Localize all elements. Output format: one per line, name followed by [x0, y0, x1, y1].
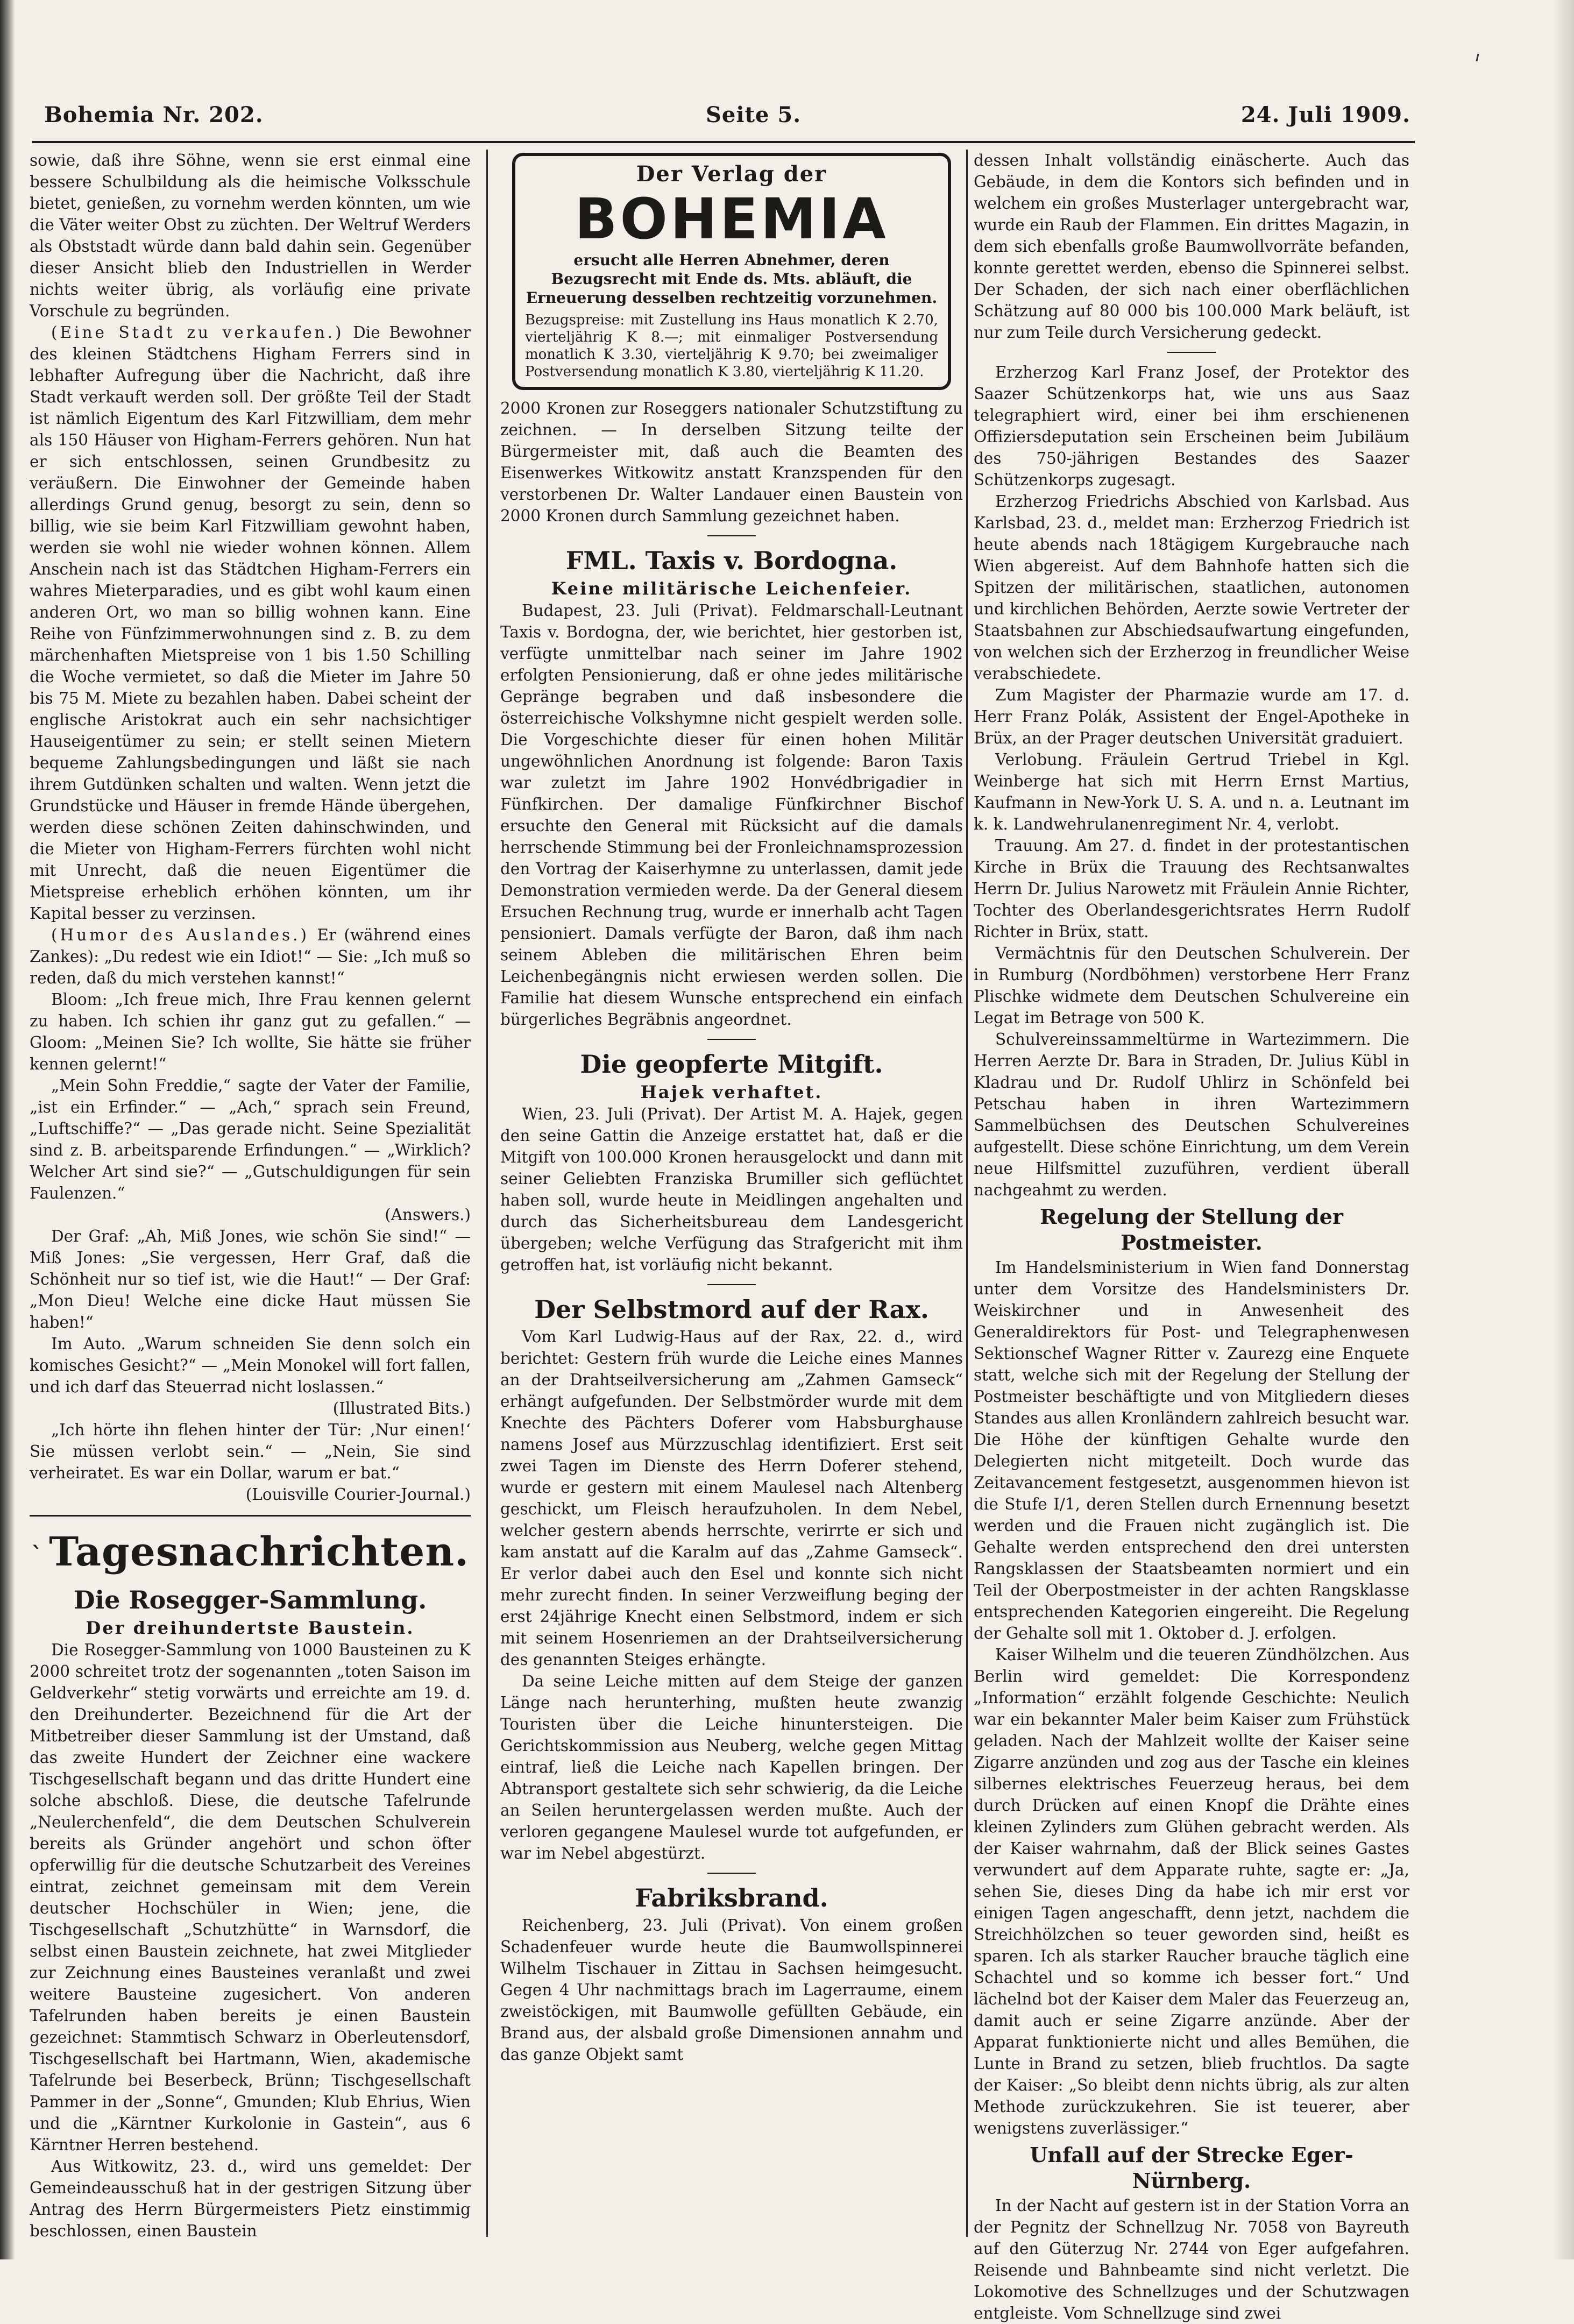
article-text: Wien, 23. Juli (Privat). Der Artist M. A. Hajek, gegen den seine Gattin die Anzeige erstattet hat, daß er die Mitgift von 100.000 Kronen herausgelockt und dann mit seiner Geliebten Franziska Brumiller sich geflüchtet haben soll, wurde heute in Meidlingen angehalten und durch das Sicherheitsbureau dem Landesgericht übergeben; welche Verfügung das Strafgericht mit ihm getroffen hat, ist vorläufig nicht bekannt.: [500, 1105, 963, 1274]
headline: Die Rosegger-Sammlung.: [73, 1585, 427, 1614]
article-title-inline: (Eine Stadt zu verkaufen.): [51, 323, 344, 342]
article-text: Der Graf: „Ah, Miß Jones, wie schön Sie sind!“ — Miß Jones: „Sie vergessen, Herr Graf, daß die Schönheit nur so tief ist, wie die Haut!“ — Der Graf: „Mon Dieu! Welche eine dicke Haut müssen Sie haben!“: [30, 1227, 471, 1331]
ad-intro: Der Verlag der: [636, 161, 827, 187]
subheadline: Keine militärische Leichenfeier.: [551, 578, 912, 599]
column-3: [974, 150, 1409, 2322]
article-title-inline: (Humor des Auslandes.): [51, 926, 310, 944]
headline: Unfall auf der Strecke Eger-Nürnberg.: [1030, 2143, 1353, 2193]
page-header: [44, 102, 1410, 137]
article-text: Reichenberg, 23. Juli (Privat). Von einem großen Schadenfeuer wurde heute die Baumwollspinnerei Wilhelm Tischauer in Zittau in Sachsen heimgesucht. Gegen 4 Uhr nachmittags brach im Lagerraume, einem zweistöckigen, mit Baumwolle gefüllten Gebäude, ein Brand aus, der alsbald große Dimensionen annahm und das ganze Objekt samt: [500, 1916, 963, 2064]
article-text: Verlobung. Fräulein Gertrud Triebel in Kgl. Weinberge hat sich mit Herrn Ernst Martius, Kaufmann in New-York U. S. A. und n. a. Leutnant im k. k. Landwehrulanenregiment Nr. 4, verlobt.: [974, 750, 1409, 833]
article-text: Bloom: „Ich freue mich, Ihre Frau kennen gelernt zu haben. Ich schien ihr ganz gut zu gefallen.“ — Gloom: „Meinen Sie? Ich wollte, Sie hätte sie früher kennen gelernt!“: [30, 990, 471, 1073]
headline: FML. Taxis v. Bordogna.: [565, 546, 898, 575]
header-date: 24. Juli 1909.: [1240, 102, 1410, 127]
article-text: Da seine Leiche mitten auf dem Steige der ganzen Länge nach herunterhing, mußten heute zwanzig Touristen über die Leiche hinuntersteigen. Die Gerichtskommission aus Neuberg, welche gegen Mittag eintraf, ließ die Leiche nach Kapellen bringen. Der Abtransport gestaltete sich sehr schwierig, da die Leiche an Seilen heruntergelassen werden mußte. Auch der verloren gegangene Maulesel wurde tot aufgefunden, er war im Nebel abgestürzt.: [500, 1672, 963, 1862]
binding-shadow: [0, 0, 15, 2259]
header-paper-issue: Bohemia Nr. 202.: [44, 102, 264, 127]
article-text: Die Rosegger-Sammlung von 1000 Bausteinen zu K 2000 schreitet trotz der sogenannten „toten Saison im Geldverkehr“ stetig vorwärts und erreichte am 19. d. den Dreihunderter. Bezeichnend für die Art der Mitbetreiber dieser Sammlung ist der Umstand, daß das zweite Hundert der Zeichner eine wackere Tischgesellschaft begann und das dritte Hundert eine solche abschloß. Diese, die deutsche Tafelrunde „Neulerchenfeld“, die dem Deutschen Schulverein bereits als Gründer angehört und schon öfter opferwillig für die deutsche Schutzarbeit des Vereines eintrat, zeichnet gemeinsam mit dem Verein deutscher Hochschüler in Wien; jene, die Tischgesellschaft „Schutzhütte“ in Warnsdorf, die selbst einen Baustein zeichnete, hat zwei Mitglieder zur Zeichnung eines Bausteines veranlaßt und zwei weitere Bausteine zugesichert. Von anderen Tafelrunden haben bereits je einen Baustein gezeichnet: Stammtisch Schwarz in Oberleutensdorf, Tischgesellschaft bei Hartmann, Wien, akademische Tafelrunde bei Beserbeck, Brünn; Tischgesellschaft Pammer in der „Sonne“, Gmunden; Klub Ehrius, Wien und die „Kärntner Kurkolonie in Gastein“, aus 6 Kärntner Herren bestehend.: [30, 1640, 471, 2154]
article-text: Trauung. Am 27. d. findet in der protestantischen Kirche in Brüx die Trauung des Rechtsanwaltes Herrn Dr. Julius Narowetz mit Fräulein Annie Richter, Tochter des Oberlandesgerichtsrates Herrn Rudolf Richter in Brüx, statt.: [974, 837, 1409, 941]
article-text: Vermächtnis für den Deutschen Schulverein. Der in Rumburg (Nordböhmen) verstorbene Herr Franz Plischke widmete dem Deutschen Schulvereine ein Legat im Betrage von 500 K.: [974, 944, 1409, 1027]
header-rule: [32, 141, 1415, 143]
article-text: sowie, daß ihre Söhne, wenn sie erst einmal eine bessere Schulbildung als die heimische Volksschule bietet, genießen, zu vornehm werden könnten, um wie die Väter weiter Obst zu züchten. Der Weltruf Werders als Obststadt würde dann bald dahin sein. Gegenüber dieser Ansicht blieb den Industriellen in Werder nichts weiter übrig, als vorläufig eine private Vorschule zu begründen.: [30, 151, 471, 320]
article-text: [30, 322, 471, 924]
headline: Die geopferte Mitgift.: [580, 1050, 883, 1079]
article-text: „Ich hörte ihn flehen hinter der Tür: ‚Nur einen!‘ Sie müssen verlobt sein.“ — „Nein, Sie sind verheiratet. Es war ein Dollar, warum er bat.“: [30, 1421, 471, 1482]
column-rule-1: [486, 150, 488, 2237]
article-text: Zum Magister der Pharmazie wurde am 17. d. Herr Franz Polák, Assistent der Engel-Apotheke in Brüx, an der Prager deutschen Universität graduiert.: [974, 686, 1409, 747]
headline: Fabriksbrand.: [635, 1883, 828, 1912]
article-text: [30, 924, 471, 989]
article-text: Im Auto. „Warum schneiden Sie denn solch ein komisches Gesicht?“ — „Mein Monokel will fort fallen, und ich darf das Steuerrad nicht loslassen.“: [30, 1335, 471, 1396]
article-text: Erzherzog Karl Franz Josef, der Protektor des Saazer Schützenkorps hat, wie uns aus Saaz telegraphiert wird, einer bei ihm erschienenen Offiziersdeputation sein Erscheinen beim Jubiläum des 750-jährigen Bestandes des Saazer Schützenkorps zugesagt.: [974, 363, 1409, 489]
article-text: „Mein Sohn Freddie,“ sagte der Vater der Familie, „ist ein Erfinder.“ — „Ach,“ sprach sein Freund, „Luftschiffe?“ — „Das gerade nicht. Seine Spezialität sind z. B. arbeitsparende Erfindungen.“ — „Wirklich? Welcher Art sind sie?“ — „Gutschuldigungen für sein Faulenzen.“: [30, 1076, 471, 1202]
headline: Der Selbstmord auf der Rax.: [534, 1295, 929, 1324]
subheadline: Hajek verhaftet.: [640, 1082, 823, 1102]
section-divider: [30, 1515, 471, 1517]
section-title: [30, 1526, 471, 1581]
article-divider: [707, 1873, 756, 1874]
article-body: Er (während eines Zankes): „Du redest wie ein Idiot!“ — Sie: „Ich muß so reden, daß du mich verstehen kannst!“: [30, 926, 471, 987]
article-divider: [707, 535, 756, 536]
article-text: Erzherzog Friedrichs Abschied von Karlsbad. Aus Karlsbad, 23. d., meldet man: Erzherzog Friedrich ist heute abends nach 18tägigem Kurgebrauche nach Wien abgereist. Auf dem Bahnhofe hatten sich die Spitzen der militärischen, staatlichen, autonomen und kirchlichen Behörden, Aerzte sowie Vertreter der Staatsbahnen zur Abschiedsaufwartung eingefunden, von welchen sich der Erzherzog in freundlicher Weise verabschiedete.: [974, 492, 1409, 683]
article-divider: [707, 1039, 756, 1040]
article-text: In der Nacht auf gestern ist in der Station Vorra an der Pegnitz der Schnellzug Nr. 7058 von Bayreuth auf den Güterzug Nr. 2744 von Eger aufgefahren. Reisende und Bahnbeamte sind nicht verletzt. Die Lokomotive des Schnellzuges und der Schutzwagen entgleiste. Vom Schnellzuge sind zwei: [974, 2197, 1409, 2322]
article-text: dessen Inhalt vollständig einäscherte. Auch das Gebäude, in dem die Kontors sich befinden und in welchem ein großes Musterlager untergebracht war, wurde ein Raub der Flammen. Ein drittes Magazin, in dem sich ebenfalls große Baumwollvorräte befanden, konnte gerettet werden, ebenso die Spinnerei selbst. Der Schaden, der sich nach einer oberflächlichen Schätzung auf 80 000 bis 100.000 Mark beläuft, ist nur zum Teile durch Versicherung gedeckt.: [974, 151, 1409, 342]
article-text: Budapest, 23. Juli (Privat). Feldmarschall-Leutnant Taxis v. Bordogna, der, wie berichtet, hier gestorben ist, verfügte unmittelbar nach seiner im Jahre 1902 erfolgten Pensionierung, daß er ohne jedes militärische Gepränge begraben und daß insbesondere die österreichische Volkshymne nicht gespielt werden solle. Die Vorgeschichte dieser für einen hohen Militär ungewöhnlichen Anordnung ist folgende: Baron Taxis war zuletzt im Jahre 1902 Honvédbrigadier in Fünfkirchen. Der damalige Fünfkirchner Bischof ersuchte den General mit Rücksicht auf die damals herrschende Stimmung bei der Fronleichnamsprozession den Vortrag der Kaiserhymne zu unterlassen, damit jede Demonstration vermieden werde. Da der General diesem Ersuchen Rechnung trug, wurde er innerhalb acht Tagen pensioniert. Damals verfügte der Baron, daß ihm nach seinem Ableben die militärischen Ehren beim Leichenbegängnis nicht erwiesen werden sollen. Die Familie hat diesem Wunsche entsprechend ein einfach bürgerliches Begräbnis angeordnet.: [500, 601, 963, 1029]
article-divider: [1167, 352, 1216, 353]
article-text: Schulvereinssammeltürme in Wartezimmern. Die Herren Aerzte Dr. Bara in Straden, Dr. Julius Kübl in Kladrau und Dr. Rudolf Uhlirz in Schönfeld bei Petschau haben in ihren Wartezimmern Sammelbüchsen des Deutschen Schulvereines aufgestellt. Diese schöne Einrichtung, um dem Verein neue Hilfsmittel zuzuführen, verdient überall nachgeahmt zu werden.: [974, 1030, 1409, 1199]
headline: Regelung der Stellung der Postmeister.: [1040, 1204, 1343, 1255]
decorative-mark: ˋ: [31, 1542, 43, 1568]
article-divider: [707, 1284, 756, 1285]
ad-prices: Bezugspreise: mit Zustellung ins Haus monatlich K 2.70, vierteljährig K 8.—; mit einmaliger Postversendung monatlich K 3.30, vierteljährig K 9.70; bei zweimaliger Postversendung monatlich K 3.80, vierteljährig K 11.20.: [525, 312, 938, 380]
publisher-advertisement: [512, 153, 951, 390]
source-credit: (Illustrated Bits.): [332, 1399, 471, 1418]
column-rule-2: [966, 150, 968, 2237]
section-title-text: Tagesnachrichten.: [49, 1529, 469, 1575]
article-text: Kaiser Wilhelm und die teueren Zündhölzchen. Aus Berlin wird gemeldet: Die Korrespondenz „Information“ erzählt folgende Geschichte: Neulich war ein bekannter Maler beim Kaiser zum Frühstück geladen. Nach der Mahlzeit wollte der Kaiser seine Zigarre anzünden und zog aus der Tasche ein kleines silbernes elektrisches Feuerzeug heraus, bei dem durch Drücken auf einen Knopf die Drähte eines kleinen Zylinders zum Glühen gebracht werden. Als der Kaiser wahrnahm, daß der Blick seines Gastes verwundert auf dem Apparate ruhte, sagte er: „Ja, sehen Sie, dieses Ding da habe ich mir erst vor einigen Tagen angeschafft, denn jetzt, nachdem die Streichhölzchen so teuer geworden sind, heißt es sparen. Ich als starker Raucher brauche täglich eine Schachtel und so komme ich besser fort.“ Und lächelnd bot der Kaiser dem Maler das Feuerzeug an, damit auch er seine Zigarre anzünde. Aber der Apparat funktionierte nicht und alles Bemühen, die Lunte in Brand zu setzen, blieb fruchtlos. Da sagte der Kaiser: „So bleibt denn nichts übrig, als zur alten Methode zurückzukehren. Sie ist teuerer, aber wenigstens zuverlässiger.“: [974, 1646, 1409, 2137]
article-text: Im Handelsministerium in Wien fand Donnerstag unter dem Vorsitze des Handelsministers Dr. Weiskirchner und in Anwesenheit des Generaldirektors für Post- und Telegraphenwesen Sektionschef Wagner Ritter v. Zaurezg eine Enquete statt, welche sich mit der Regelung der Stellung der Postmeister beschäftigte und von Mitgliedern dieses Standes aus allen Kronländern zahlreich besucht war. Die Höhe der künftigen Gehalte wurde den Delegierten nicht mitgeteilt. Doch wurde das Zeitavancement festgesetzt, ausgenommen hievon ist die Stufe I/1, deren Stellen durch Ernennung besetzt werden und die Frauen nicht zugänglich ist. Die Gehalte werden entsprechend den drei untersten Rangsklassen der Staatsbeamten normiert und ein Teil der Oberpostmeister in der achten Rangsklasse entsprechenden Kategorien eingereiht. Die Regelung der Gehalte soll mit 1. Oktober d. J. erfolgen.: [974, 1258, 1409, 1642]
source-credit: (Louisville Courier-Journal.): [245, 1485, 471, 1504]
article-text: 2000 Kronen zur Roseggers nationaler Schutzstiftung zu zeichnen. — In derselben Sitzung teilte der Bürgermeister mit, daß auch die Beamten des Eisenwerkes Witkowitz anstatt Kranzspenden für den verstorbenen Dr. Walter Landauer einen Baustein von 2000 Kronen durch Sammlung gezeichnet haben.: [500, 399, 963, 525]
ink-mark: [1476, 54, 1479, 61]
page-edge-stain: [1552, 0, 1574, 2259]
article-body: Die Bewohner des kleinen Städtchens Higham Ferrers sind in lebhafter Aufregung über die Nachricht, daß ihre Stadt verkauft werden soll. Der größte Teil der Stadt ist nämlich Eigentum des Karl Fitzwilliam, dem mehr als 150 Häuser von Higham-Ferrers gehören. Nun hat er sich entschlossen, seinen Grundbesitz zu veräußern. Die Einwohner der Gemeinde haben allerdings Grund genug, besorgt zu sein, denn so billig, wie sie beim Karl Fitzwilliam gewohnt haben, werden sie wohl nie wieder wohnen können. Allem Anschein nach ist das Städtchen Higham-Ferrers ein wahres Mieterparadies, und es gibt wohl kaum einen anderen Ort, wo man so billig wohnen kann. Eine Reihe von Fünfzimmerwohnungen sind z. B. zu dem märchenhaften Mietspreise von 1 bis 1.50 Schilling die Woche vermietet, so daß die Mieter im Jahre 50 bis 75 M. Miete zu bezahlen haben. Dabei scheint der englische Aristokrat auch ein sehr nachsichtiger Hauseigentümer zu sein; er stellt seinen Mietern bequeme Zahlungsbedingungen und läßt sie nach ihrem Gutdünken schalten und walten. Wenn jetzt die Grundstücke und Häuser in fremde Hände übergehen, werden diese schönen Zeiten dahinschwinden, und die Mieter von Higham-Ferrers fürchten wohl nicht mit Unrecht, daß die neuen Eigentümer die Mietspreise erheblich erhöhen könnten, um ihr Kapital besser zu verzinsen.: [30, 323, 471, 923]
subheadline: Der dreihundertste Baustein.: [86, 1617, 415, 1638]
column-1: [30, 150, 471, 2248]
header-page-number: Seite 5.: [706, 102, 802, 127]
ad-message: ersucht alle Herren Abnehmer, deren Bezugsrecht mit Ende ds. Mts. abläuft, die Erneuerung desselben rechtzeitig vorzunehmen.: [526, 251, 938, 307]
article-text: Aus Witkowitz, 23. d., wird uns gemeldet: Der Gemeindeausschuß hat in der gestrigen Sitzung über Antrag des Herrn Bürgermeisters Pietz einstimmig beschlossen, einen Baustein: [30, 2157, 471, 2240]
article-text: Vom Karl Ludwig-Haus auf der Rax, 22. d., wird berichtet: Gestern früh wurde die Leiche eines Mannes an der Drahtseilversicherung am „Zahmen Gamseck“ erhängt aufgefunden. Der Selbstmörder wurde mit dem Knechte des Pächters Doferer vom Habsburghause namens Josef aus Mürzzuschlag identifiziert. Erst seit zwei Tagen im Dienste des Herrn Doferer stehend, wurde er gestern mit einem Maulesel nach Altenberg geschickt, um Fleisch heraufzuholen. In dem Nebel, welcher gestern abends herrschte, verirrte er sich und kam anstatt auf die Karalm auf das „Zahme Gamseck“. Er verlor dabei auch den Esel und konnte sich nicht mehr zurecht finden. In seiner Verzweiflung beging der erst 24jährige Knecht einen Selbstmord, indem er sich mit seinem Hosenriemen an der Drahtseilversicherung des genannten Steiges erhängte.: [500, 1328, 963, 1669]
ad-brand-name: BOHEMIA: [575, 186, 889, 252]
column-2: [500, 150, 963, 2248]
source-credit: (Answers.): [385, 1206, 471, 1224]
